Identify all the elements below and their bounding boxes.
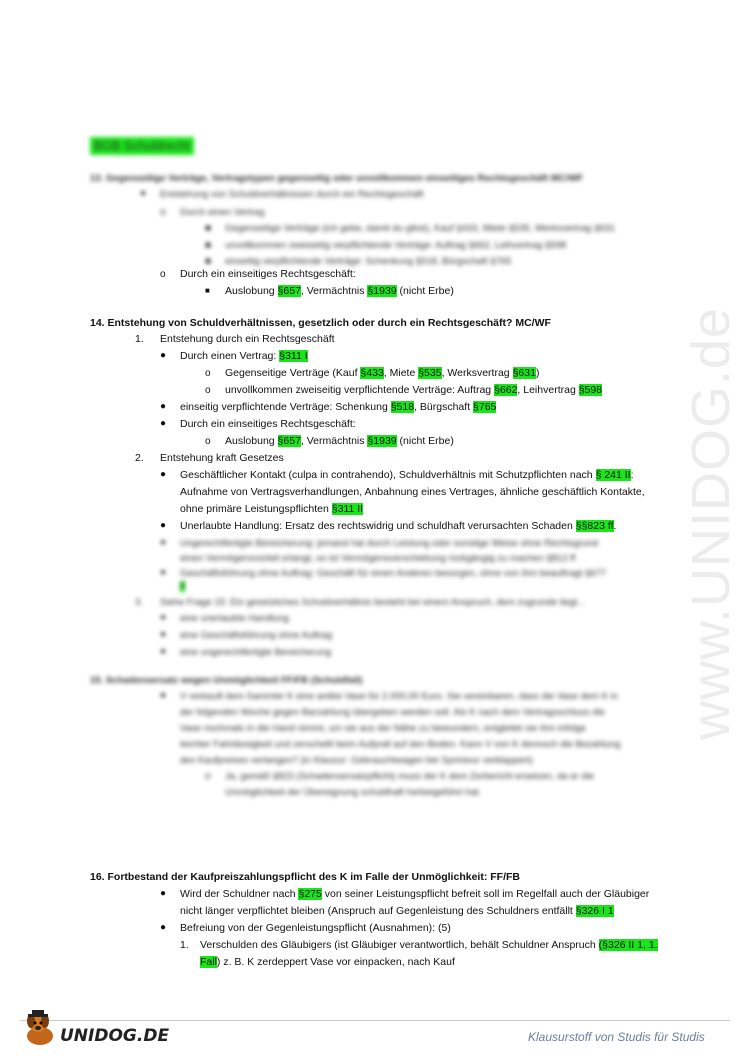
circle-bullet-icon: o	[205, 368, 211, 379]
q16-line: nicht länger verpflichtet bleiben (Anspruch auf Gegenleistung des Schuldners entfällt §326 I 1	[180, 905, 614, 917]
q14-heading: 14. Entstehung von Schuldverhältnissen, gesetzlich oder durch ein Rechtsgeschäft? MC/WF	[90, 317, 551, 329]
q14-line: ff	[180, 581, 186, 592]
q14-line: einen Vermögensvorteil erlangt, so ist Vermögensverschiebung rückgängig zu machen §812 ff	[180, 553, 576, 564]
q14-line: eine unerlaubte Handlung	[180, 613, 289, 624]
footer-slogan: Klausurstoff von Studis für Studis	[528, 1030, 705, 1044]
q14-line: Geschäftsführung ohne Auftrag: Geschäft für einen Anderen besorgen, ohne von ihm beauftragt §677	[180, 568, 607, 579]
bullet-icon: ●	[160, 646, 167, 657]
list-number: 2.	[135, 452, 144, 464]
circle-bullet-icon: o	[205, 771, 211, 782]
q14-line: Aufnahme von Vertragsverhandlungen, Anbahnung eines Vertrages, ähnliche geschäftlich Kontakte,	[180, 486, 645, 498]
bullet-icon: ●	[160, 469, 167, 480]
q14-line: Gegenseitige Verträge (Kauf §433, Miete §535, Werksvertrag §631)	[225, 367, 540, 379]
q13-line: Durch einen Vertrag	[180, 207, 265, 218]
bullet-icon: ●	[160, 350, 167, 361]
q15-heading: 15. Schadensersatz wegen Unmöglichkeit FF/FB (Schuldfall)	[90, 675, 363, 686]
q15-line: V verkauft dem Sammler K eine antike Vase für 2.000,00 Euro. Sie vereinbaren, dass die Vase dem K in	[180, 691, 618, 702]
q15-line: Ja, gemäß §823 (Schadensersatzpflicht) muss der K dem Zerbericht ersetzen, da er die	[225, 771, 595, 782]
logo-text: UNIDOG.DE	[60, 1026, 170, 1046]
circle-bullet-icon: o	[205, 385, 211, 396]
q14-line: Unerlaubte Handlung: Ersatz des rechtswidrig und schuldhaft verursachten Schaden §§823 ff.	[180, 520, 617, 532]
square-bullet-icon: ■	[205, 286, 210, 295]
q13-heading: 13. Gegenseitige Verträge, Vertragstypen gegenseitig oder unvollkommen einseitiges Rechtsgeschäft MC/WF	[90, 173, 584, 184]
q13-line: Entstehung von Schuldverhältnissen durch ein Rechtsgeschäft	[160, 189, 424, 200]
q14-line: Auslobung §657, Vermächtnis §1939 (nicht Erbe)	[225, 435, 454, 447]
square-bullet-icon: ■	[205, 240, 212, 251]
q15-line: des Kaufpreises verlangen? (in Klausur: Gebrauchtwagen bei Sprintour verklappert)	[180, 755, 533, 766]
bullet-icon: ●	[140, 188, 147, 199]
square-bullet-icon: ■	[205, 256, 212, 267]
q13-line: einseitig verpflichtende Verträge: Schenkung §518, Bürgschaft §765	[225, 256, 512, 267]
q14-line: Entstehung kraft Gesetzes	[160, 452, 284, 464]
q14-line: Geschäftlicher Kontakt (culpa in contrahendo), Schuldverhältnis mit Schutzpflichten nach § 241 II:	[180, 469, 634, 481]
q15-line: leichter Fahrlässigkeit und zerschellt beim Aufprall auf den Boden. Kann V von K dennoch die Bezahlung	[180, 739, 621, 750]
bullet-icon: ●	[160, 567, 167, 578]
square-bullet-icon: ■	[205, 223, 212, 234]
q14-line: unvollkommen zweiseitig verpflichtende Verträge: Auftrag §662, Leihvertrag §598	[225, 384, 603, 396]
bullet-icon: ●	[160, 537, 167, 548]
bullet-icon: ●	[160, 629, 167, 640]
q14-line: einseitig verpflichtende Verträge: Schenkung §518, Bürgschaft §765	[180, 401, 497, 413]
q16-line: Befreiung von der Gegenleistungspflicht (Ausnahmen): (5)	[180, 922, 451, 934]
bullet-icon: ●	[160, 401, 167, 412]
list-number: 1.	[135, 333, 144, 345]
q14-line: ohne primäre Leistungspflichten §311 II	[180, 503, 364, 515]
dog-logo-icon	[22, 1010, 62, 1048]
q15-line: der folgenden Woche gegen Barzahlung übergeben werden soll. Als K nach dem Vertragsschluss die	[180, 707, 605, 718]
q13-line: unvollkommen zweiseitig verpflichtende Verträge: Auftrag §662, Leihvertrag §598	[225, 240, 567, 251]
q14-line: Siehe Frage 15: Ein gesetzliches Schuldverhältnis besteht bei einem Anspruch, dem zugrunde liegt...	[160, 597, 586, 608]
bullet-icon: ●	[160, 922, 167, 933]
q13-line: Gegenseitige Verträge (ich gebe, damit du gibst), Kauf §433, Miete §535, Werksvertrag §631	[225, 223, 616, 234]
bullet-icon: ●	[160, 520, 167, 531]
circle-bullet-icon: o	[160, 207, 166, 218]
q14-line: Entstehung durch ein Rechtsgeschäft	[160, 333, 335, 345]
q14-line: Ungerechtfertigte Bereicherung: jemand hat durch Leistung oder sonstige Weise ohne Rechtsgrund	[180, 538, 599, 549]
q14-line: eine Geschäftsführung ohne Auftrag	[180, 630, 333, 641]
bullet-icon: ●	[160, 418, 167, 429]
q16-line: Fall) z. B. K zerdeppert Vase vor einpacken, nach Kauf	[200, 956, 455, 968]
watermark: www.UNIDOG.de	[681, 306, 741, 740]
q16-heading: 16. Fortbestand der Kaufpreiszahlungspflicht des K im Falle der Unmöglichkeit: FF/FB	[90, 871, 520, 883]
q13-line: Auslobung §657, Vermächtnis §1939 (nicht Erbe)	[225, 285, 454, 297]
q13-line: Durch ein einseitiges Rechtsgeschäft:	[180, 268, 356, 280]
q14-line: eine ungerechtfertigte Bereicherung	[180, 647, 332, 658]
circle-bullet-icon: o	[205, 436, 211, 447]
bullet-icon: ●	[160, 612, 167, 623]
bullet-icon: ●	[160, 690, 167, 701]
bullet-icon: ●	[160, 888, 167, 899]
q14-line: Durch ein einseitiges Rechtsgeschäft:	[180, 418, 356, 430]
circle-bullet-icon: o	[160, 269, 166, 280]
doc-title: BGB Schuldrecht	[90, 137, 194, 155]
q15-line: Unmöglichkeit der Übereignung schuldhaft herbeigeführt hat.	[225, 787, 482, 798]
list-number: 1.	[180, 939, 189, 951]
q15-line: Vase nochmals in die Hand nimmt, um sie aus der Nähe zu bewundern, entgleitet sie ihm infolge	[180, 723, 586, 734]
q16-line: Wird der Schuldner nach §275 von seiner Leistungspflicht befreit soll im Regelfall auch der Gläubiger	[180, 888, 650, 900]
q14-line: Durch einen Vertrag: §311 I	[180, 350, 308, 362]
footer-logo	[22, 1010, 170, 1050]
q16-line: Verschulden des Gläubigers (ist Gläubiger verantwortlich, behält Schuldner Anspruch (§326 II 1, 1.	[200, 939, 658, 951]
list-number: 3.	[135, 597, 143, 608]
